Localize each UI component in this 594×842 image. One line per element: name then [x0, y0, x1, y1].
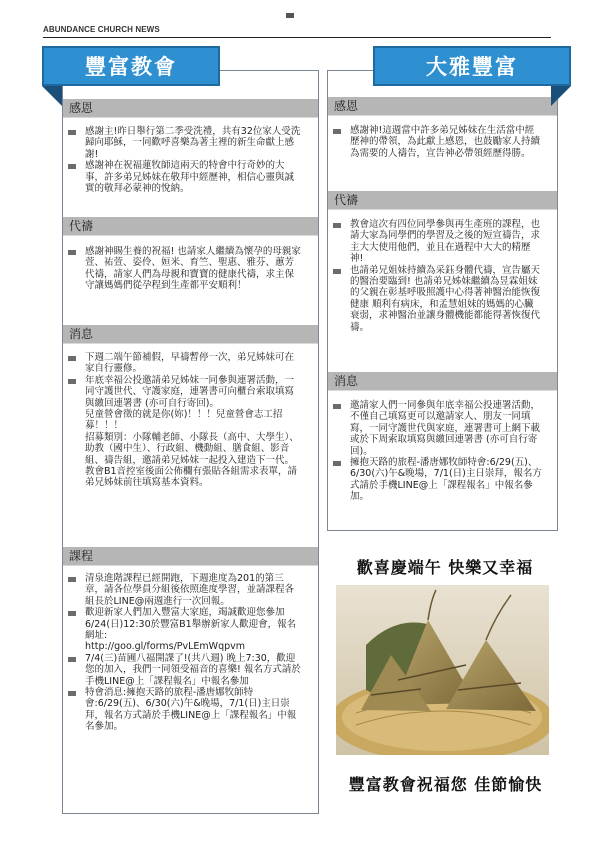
list-item: 特會消息:擁抱天路的旅程-潘唐娜牧師特會:6/29(五)、6/30(六)午&晚場，7/1(日)主日崇拜，報名方式請於手機LINE@上「課程報名」中報名參加。	[63, 687, 301, 733]
left-column	[62, 70, 319, 814]
left-prayer-list	[63, 246, 301, 292]
list-item: 7/4(三)苗圃八福開課了!(共八週) 晚上7:30，歡迎您的加入，我們一同領受福音的喜樂! 報名方式請於手機LINE@上「課程報名」中報名參加	[63, 653, 301, 687]
left-thanks-heading: 感恩	[63, 99, 318, 118]
list-item: 感謝神!這週當中許多弟兄姊妹在生活當中經歷神的帶領，為此獻上感恩，也鼓勵家人持續為需要的人禱告，宣告神必帶領經歷得勝。	[328, 125, 542, 159]
list-item: 歡迎新家人們加入豐富大家庭，竭誠歡迎您參加6/24(日)12:30於豐富B1舉辦新家人歡迎會，報名網址:	[63, 607, 301, 641]
list-item: 教會這次有四位同學參與再生產班的課程，也請大家為同學們的學習及之後的短宣禱告，求主大大使用他們，並且在過程中大大的精歷神!	[328, 219, 542, 265]
right-news-list	[328, 400, 542, 503]
list-item: 招募類別：小隊輔老師、小隊長（高中、大學生）、助教（國中生）、行政組、機動組、膳食組、影音組、禱告組，邀請弟兄姊妹一起投入建造下一代。教會B1音控室後面公佈欄有張貼各組需求表單，請弟兄姊妹前往填寫基本資料。	[85, 431, 299, 489]
right-thanks-heading: 感恩	[328, 97, 557, 116]
right-banner-fold	[551, 86, 571, 106]
left-banner-fold	[42, 86, 62, 106]
zongzi-photo	[336, 585, 549, 755]
left-news-list	[63, 352, 301, 489]
left-thanks-list	[63, 126, 301, 194]
list-item: 邀請家人們一同參與年底幸福公投連署活動，不僅自己填寫更可以邀請家人、朋友一同填寫，一同守護世代與家庭，連署書可上網下載或於下周索取填寫與繳回連署書 (亦可自行寄回)。	[328, 400, 542, 457]
publication-header: ABUNDANCE CHURCH NEWS	[43, 25, 160, 34]
feature-caption: 豐富教會祝福您 佳節愉快	[348, 775, 543, 794]
left-news-heading: 消息	[63, 325, 318, 344]
list-item: 年底幸福公投邀請弟兄姊妹一同參與連署活動，一同守護世代、守護家庭，連署書可向櫃台索取填寫與繳回連署書 (亦可自行寄回)。	[63, 375, 301, 409]
list-item: 也請弟兄姐妹持續為采鈺身體代禱，宣告屬天的醫治要臨到! 也請弟兄姊妹繼續為昱霖姐妹的父親在彰基呼吸照護中心得著神醫治能恢復健康 順利有病床，和孟慧姐妹的媽媽的心臟衰弱，求神醫治並讓身體機能都能得著恢復代禱。	[328, 265, 542, 333]
right-column-title: 大雅豐富	[373, 46, 571, 86]
zongzi-illustration	[336, 585, 549, 755]
right-prayer-heading: 代禱	[328, 191, 557, 210]
right-column	[327, 70, 558, 531]
list-item: 感謝神在祝福蓮牧師這兩天的特會中行奇妙的大事，許多弟兄姊妹在敬拜中經歷神，相信心靈與誠實的敬拜必蒙神的悅納。	[63, 160, 301, 194]
right-thanks-list	[328, 125, 542, 159]
right-prayer-list	[328, 219, 542, 333]
course-link[interactable]: http://goo.gl/forms/PvLEmWqpvm	[85, 641, 246, 653]
list-item: 感謝主!昨日舉行第二季受洗禮，共有32位家人受洗歸向耶穌，一同歡呼喜樂為著主裡的新生命獻上感謝!	[63, 126, 301, 160]
left-courses-list	[63, 573, 301, 733]
left-column-title: 豐富教會	[42, 46, 220, 86]
list-item: 兒童營會徵的就是你(妳)！！！兒童營會志工招募！！！	[85, 409, 283, 432]
list-item: 感謝神賜生養的祝福! 也請家人繼續為懷孕的母親家萱、祐萱、姿伶、姮米、育竺、聖惠、雅芬、蕙芳代禱，請家人們為母親和寶寶的健康代禱，求主保守讓媽媽們從孕程到生產都平安順利！	[63, 246, 301, 292]
list-item: 擁抱天路的旅程-潘唐娜牧師特會:6/29(五)、6/30(六)午&晚場，7/1(日)主日崇拜，報名方式請於手機LINE@上「課程報名」中報名參加。	[328, 457, 542, 503]
left-prayer-heading: 代禱	[63, 217, 318, 236]
header-rule	[43, 37, 551, 38]
list-item: 清泉進階課程已經開跑，下週進度為201的第三章，請各位學員分組後依照進度學習，並請課程各組長於LINE@兩週進行一次回報。	[63, 573, 301, 607]
feature-title: 歡喜慶端午 快樂又幸福	[356, 558, 534, 577]
right-news-heading: 消息	[328, 372, 557, 391]
left-courses-heading: 課程	[63, 547, 318, 566]
page-marker	[286, 13, 294, 18]
list-item: 下週二端午節補假，早禱暫停一次，弟兄姊妹可在家自行靈修。	[63, 352, 301, 375]
